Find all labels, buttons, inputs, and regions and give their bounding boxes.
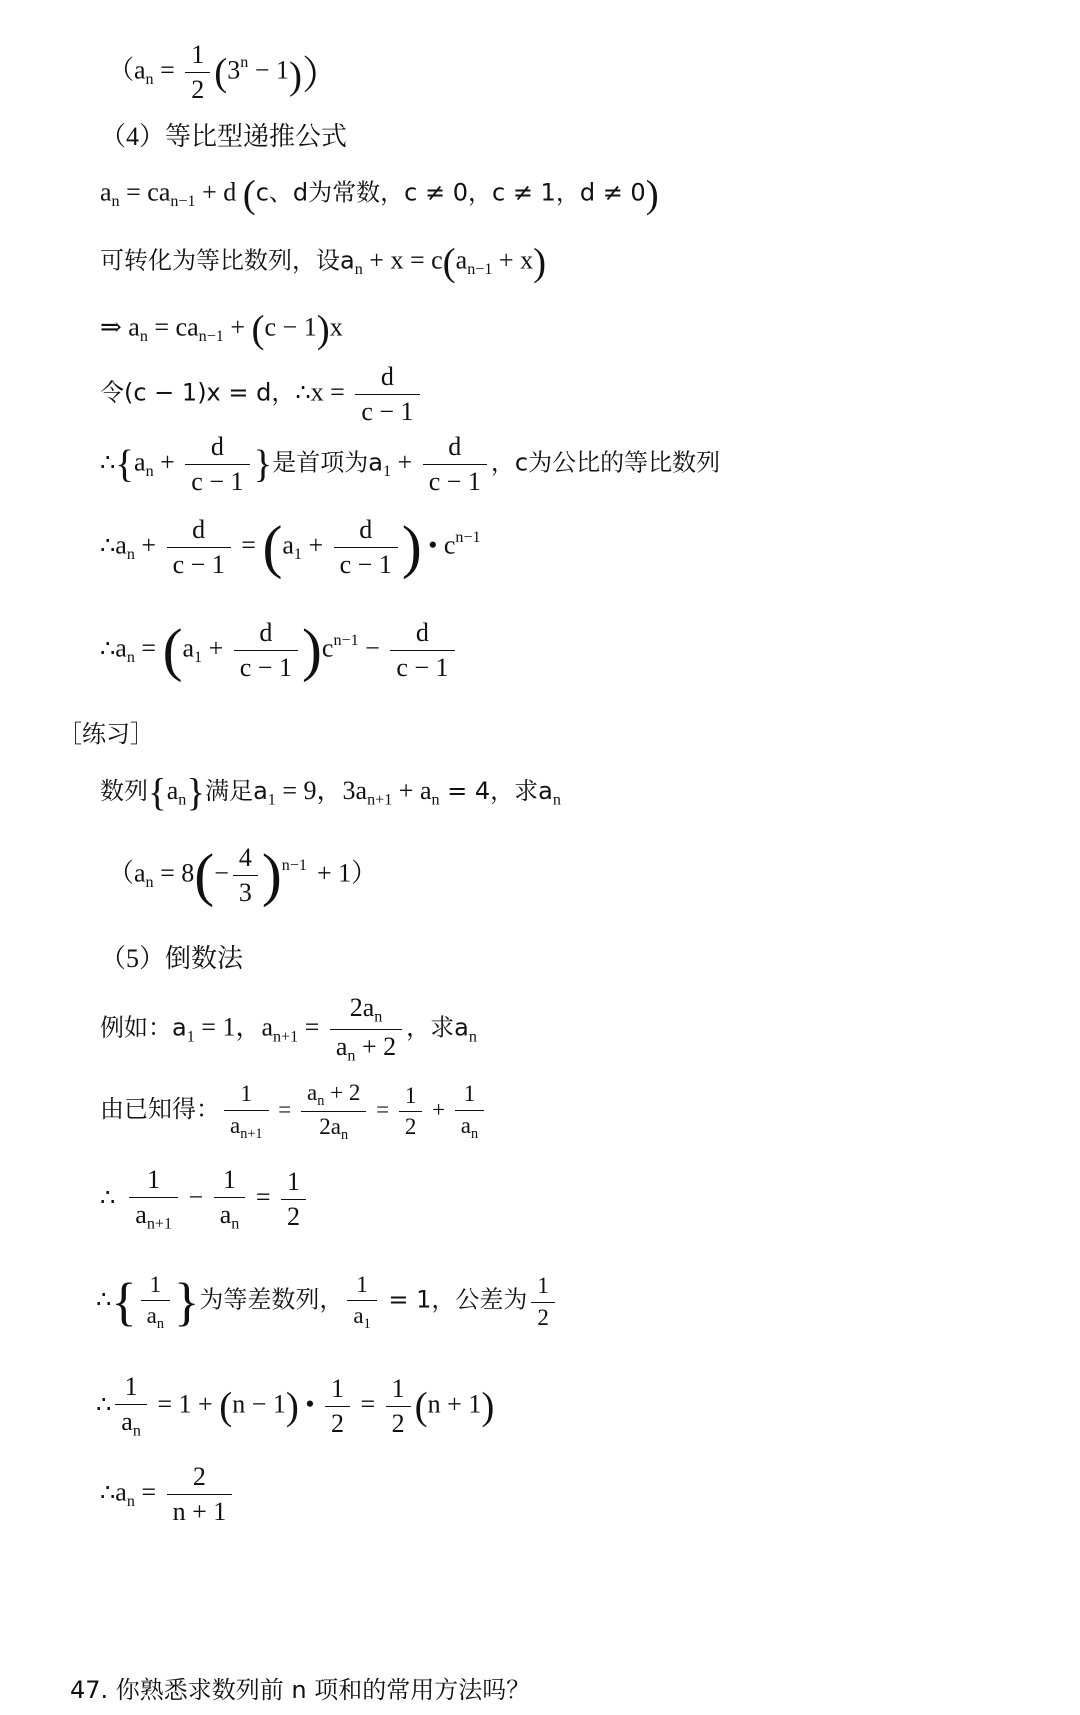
section-5-title: （5）倒数法 (100, 944, 244, 973)
fraction: $\frac{2}{n + 1}$ (167, 1462, 233, 1527)
difference-equation: ∴ $\frac{1}{a_{n+1}}$ − $\frac{1}{a_n}$ = $\frac{1}{2}$ (100, 1165, 310, 1234)
fraction: $\frac{1}{a_1}$ (347, 1272, 376, 1333)
exercise-statement: 数列$\{a_n\}$满足$a_1 = 9$，$3a_{n+1} + a_n = 4$，求$a_n$ (100, 771, 561, 815)
equation-b: $\therefore a_n = (a_1$ + $\frac{d}{c - 1}$ )$c^{n-1}$ − $\frac{d}{c - 1}$ (100, 618, 459, 683)
geometric-sequence-statement: $\therefore\{a_n$ + $\frac{d}{c - 1}$ }是首项为$a_1$ + $\frac{d}{c - 1}$ ，c为公比的等比数列 (100, 432, 721, 496)
fraction: $\frac{d}{c - 1}$ (185, 432, 249, 497)
fraction: $\frac{1}{2}$ (399, 1083, 423, 1141)
fraction: $\frac{1}{a_{n+1}}$ (224, 1081, 269, 1142)
section-4-title: （4）等比型递推公式 (100, 122, 348, 151)
let-line: 令(c − 1)x = d，∴x = $\frac{d}{c - 1}$ (100, 362, 424, 427)
convert-statement: 可转化为等比数列，设$a_n + x = c(a_{n-1} + x)$ (100, 241, 547, 284)
fraction: $\frac{d}{c - 1}$ (355, 362, 419, 427)
known-derivation: 由已知得： $\frac{1}{a_{n+1}}$ = $\frac{a_n + 2}{2a_n}$ = $\frac{1}{2}$ + $\frac{1}{a_n}$ (100, 1080, 488, 1144)
fraction: $\frac{d}{c - 1}$ (423, 432, 487, 497)
answer-formula-2: （$a_n = 8(-$ $\frac{4}{3}$ )$^{n-1}$ + 1） (108, 841, 378, 908)
fraction: $\frac{1}{2}$ (185, 40, 210, 105)
question-47: 47. 你熟悉求数列前 n 项和的常用方法吗？ (70, 1676, 531, 1704)
fraction: $\frac{2a_n}{a_n + 2}$ (330, 993, 402, 1066)
fraction: $\frac{d}{c - 1}$ (234, 618, 298, 683)
fraction: $\frac{d}{c - 1}$ (167, 515, 231, 580)
fraction: $\frac{d}{c - 1}$ (390, 618, 454, 683)
fraction: $\frac{1}{a_n}$ (214, 1165, 246, 1234)
fraction: $\frac{1}{2}$ (325, 1374, 350, 1439)
answer-formula-1: （$a_n$ = $\frac{1}{2}$ $(3^n - 1)$） (108, 40, 342, 104)
implies-line: ⇒ $a_n = ca_{n-1} + (c - 1)x$ (100, 308, 343, 351)
fraction: $\frac{1}{a_n}$ (115, 1372, 147, 1441)
example-statement: 例如：$a_1 = 1$，$a_{n+1}$ = $\frac{2a_n}{a_n + 2}$ ，求$a_n$ (100, 993, 477, 1065)
fraction: $\frac{a_n + 2}{2a_n}$ (301, 1080, 366, 1144)
final-formula: $\therefore a_n$ = $\frac{2}{n + 1}$ (100, 1462, 236, 1527)
fraction: $\frac{1}{2}$ (281, 1167, 306, 1232)
fraction: $\frac{1}{a_n}$ (141, 1272, 170, 1333)
equation-a: $\therefore a_n$ + $\frac{d}{c - 1}$ = ($a_1$ + $\frac{d}{c - 1}$ ) • $c^{n-1}$ (100, 513, 481, 580)
fraction: $\frac{d}{c - 1}$ (334, 515, 398, 580)
fraction: $\frac{4}{3}$ (233, 843, 258, 908)
fraction: $\frac{1}{2}$ (531, 1273, 555, 1331)
fraction: $\frac{1}{a_n}$ (455, 1081, 484, 1142)
practice-label: ［练习］ (58, 720, 154, 748)
recurrence-formula: $a_n = ca_{n-1} + d$ (c、d为常数，c ≠ 0，c ≠ 1，d ≠ 0) (100, 173, 659, 216)
reciprocal-formula: ∴ $\frac{1}{a_n}$ = 1 + (n − 1) • $\frac{1}{2}$ = $\frac{1}{2}$ (n + 1) (96, 1372, 495, 1440)
fraction: $\frac{1}{a_{n+1}}$ (129, 1165, 178, 1234)
fraction: $\frac{1}{2}$ (386, 1374, 411, 1439)
arithmetic-sequence-statement: ∴{ $\frac{1}{a_n}$ }为等差数列， $\frac{1}{a_1}$ = 1，公差为 $\frac{1}{2}$ (96, 1272, 559, 1333)
